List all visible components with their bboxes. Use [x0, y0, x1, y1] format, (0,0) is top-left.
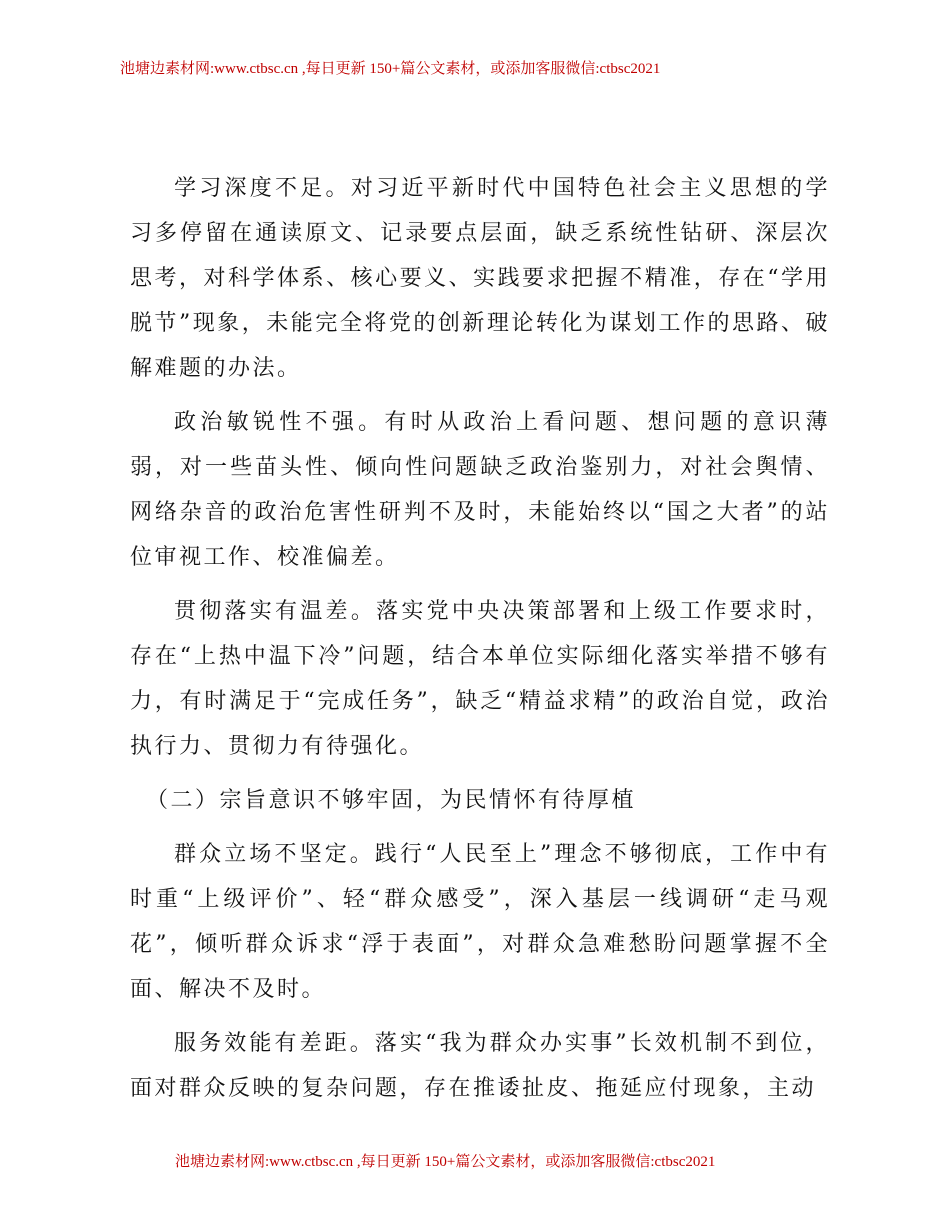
document-body — [130, 166, 830, 1120]
watermark-footer: 池塘边素材网:www.ctbsc.cn ,每日更新 150+篇公文素材，或添加客服微信:ctbsc2021 — [175, 1154, 716, 1170]
paragraph-mass-stance: 群众立场不坚定。践行“人民至上”理念不够彻底，工作中有时重“上级评价”、轻“群众感受”，深入基层一线调研“走马观花”，倾听群众诉求“浮于表面”，对群众急难愁盼问题掌握不全面、解决不及时。 — [130, 842, 830, 1002]
paragraph-service-efficiency: 服务效能有差距。落实“我为群众办实事”长效机制不到位，面对群众反映的复杂问题，存在推诿扯皮、拖延应付现象，主动 — [130, 1031, 830, 1101]
watermark-header: 池塘边素材网:www.ctbsc.cn ,每日更新 150+篇公文素材，或添加客服微信:ctbsc2021 — [120, 61, 661, 77]
paragraph-implementation-gap: 贯彻落实有温差。落实党中央决策部署和上级工作要求时，存在“上热中温下冷”问题，结合本单位实际细化落实举措不够有力，有时满足于“完成任务”，缺乏“精益求精”的政治自觉，政治执行力、贯彻力有待强化。 — [130, 599, 830, 759]
paragraph-study-depth: 学习深度不足。对习近平新时代中国特色社会主义思想的学习多停留在通读原文、记录要点层面，缺乏系统性钻研、深层次思考，对科学体系、核心要义、实践要求把握不精准，存在“学用脱节”现象，未能完全将党的创新理论转化为谋划工作的思路、破解难题的办法。 — [130, 176, 830, 381]
section-heading: （二）宗旨意识不够牢固，为民情怀有待厚植 — [146, 788, 637, 813]
paragraph-political-sensitivity: 政治敏锐性不强。有时从政治上看问题、想问题的意识薄弱，对一些苗头性、倾向性问题缺乏政治鉴别力，对社会舆情、网络杂音的政治危害性研判不及时，未能始终以“国之大者”的站位审视工作、校准偏差。 — [130, 410, 830, 570]
